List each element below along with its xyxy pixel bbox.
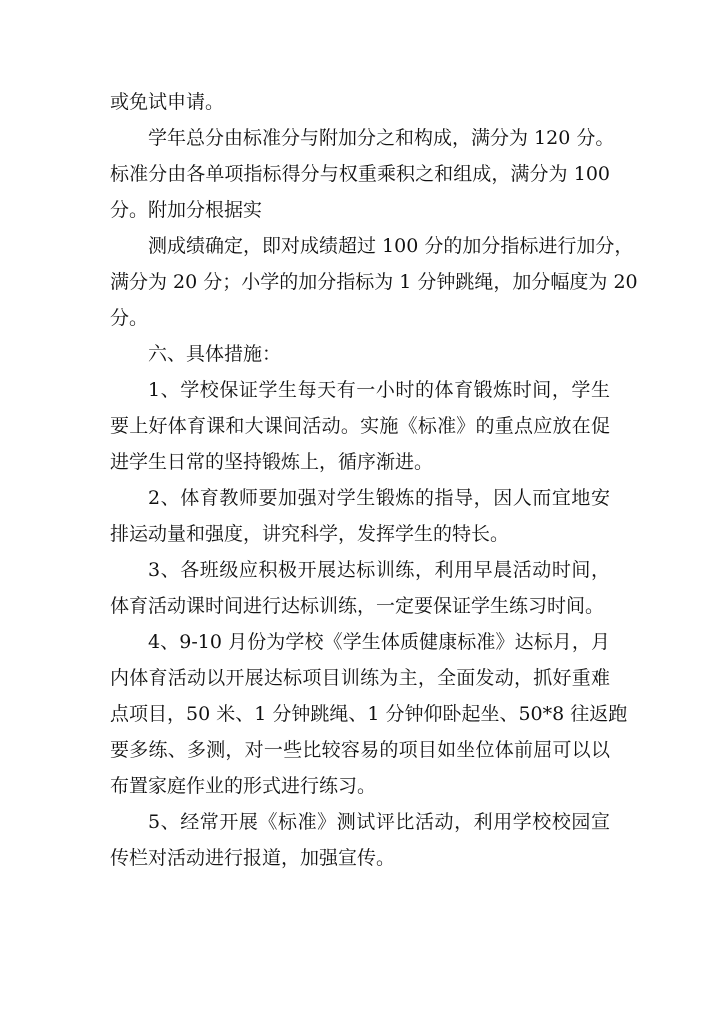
text-line: 4、9-10 月份为学校《学生体质健康标准》达标月，月 bbox=[148, 631, 610, 653]
document-body bbox=[110, 84, 638, 876]
paragraph bbox=[110, 228, 638, 336]
text-line: 内体育活动以开展达标项目训练为主，全面发动，抓好重难 bbox=[110, 667, 610, 689]
text-line: 进学生日常的坚持锻炼上，循序渐进。 bbox=[110, 451, 434, 473]
text-line: 点项目，50 米、1 分钟跳绳、1 分钟仰卧起坐、50*8 往返跑 bbox=[110, 703, 628, 725]
section-heading bbox=[110, 336, 610, 372]
text-line: 体育活动课时间进行达标训练，一定要保证学生练习时间。 bbox=[110, 595, 605, 617]
paragraph bbox=[110, 804, 610, 876]
paragraph bbox=[110, 480, 610, 552]
paragraph bbox=[110, 372, 610, 480]
text-line: 学年总分由标准分与附加分之和构成，满分为 120 分。 bbox=[148, 127, 615, 149]
text-line: 标准分由各单项指标得分与权重乘积之和组成，满分为 100 bbox=[110, 163, 610, 185]
paragraph bbox=[110, 84, 610, 120]
text-line: 要多练、多测，对一些比较容易的项目如坐位体前屈可以以 bbox=[110, 739, 610, 761]
text-line: 5、经常开展《标准》测试评比活动，利用学校校园宣 bbox=[148, 811, 610, 833]
text-line: 排运动量和强度，讲究科学，发挥学生的特长。 bbox=[110, 523, 510, 545]
text-line: 分。 bbox=[110, 307, 149, 329]
paragraph bbox=[110, 624, 628, 804]
text-line: 分。附加分根据实 bbox=[110, 199, 263, 221]
text-line: 要上好体育课和大课间活动。实施《标准》的重点应放在促 bbox=[110, 415, 610, 437]
text-line: 2、体育教师要加强对学生锻炼的指导，因人而宜地安 bbox=[148, 487, 610, 509]
text-line: 3、各班级应积极开展达标训练，利用早晨活动时间， bbox=[148, 559, 610, 581]
text-line: 测成绩确定，即对成绩超过 100 分的加分指标进行加分， bbox=[148, 235, 634, 257]
text-line: 传栏对活动进行报道，加强宣传。 bbox=[110, 847, 396, 869]
text-line: 或免试申请。 bbox=[110, 91, 225, 113]
text-line: 满分为 20 分；小学的加分指标为 1 分钟跳绳，加分幅度为 20 bbox=[110, 271, 638, 293]
paragraph bbox=[110, 120, 615, 228]
paragraph bbox=[110, 552, 610, 624]
text-line: 1、学校保证学生每天有一小时的体育锻炼时间，学生 bbox=[148, 379, 610, 401]
text-line: 布置家庭作业的形式进行练习。 bbox=[110, 775, 377, 797]
text-line: 六、具体措施： bbox=[148, 343, 282, 365]
